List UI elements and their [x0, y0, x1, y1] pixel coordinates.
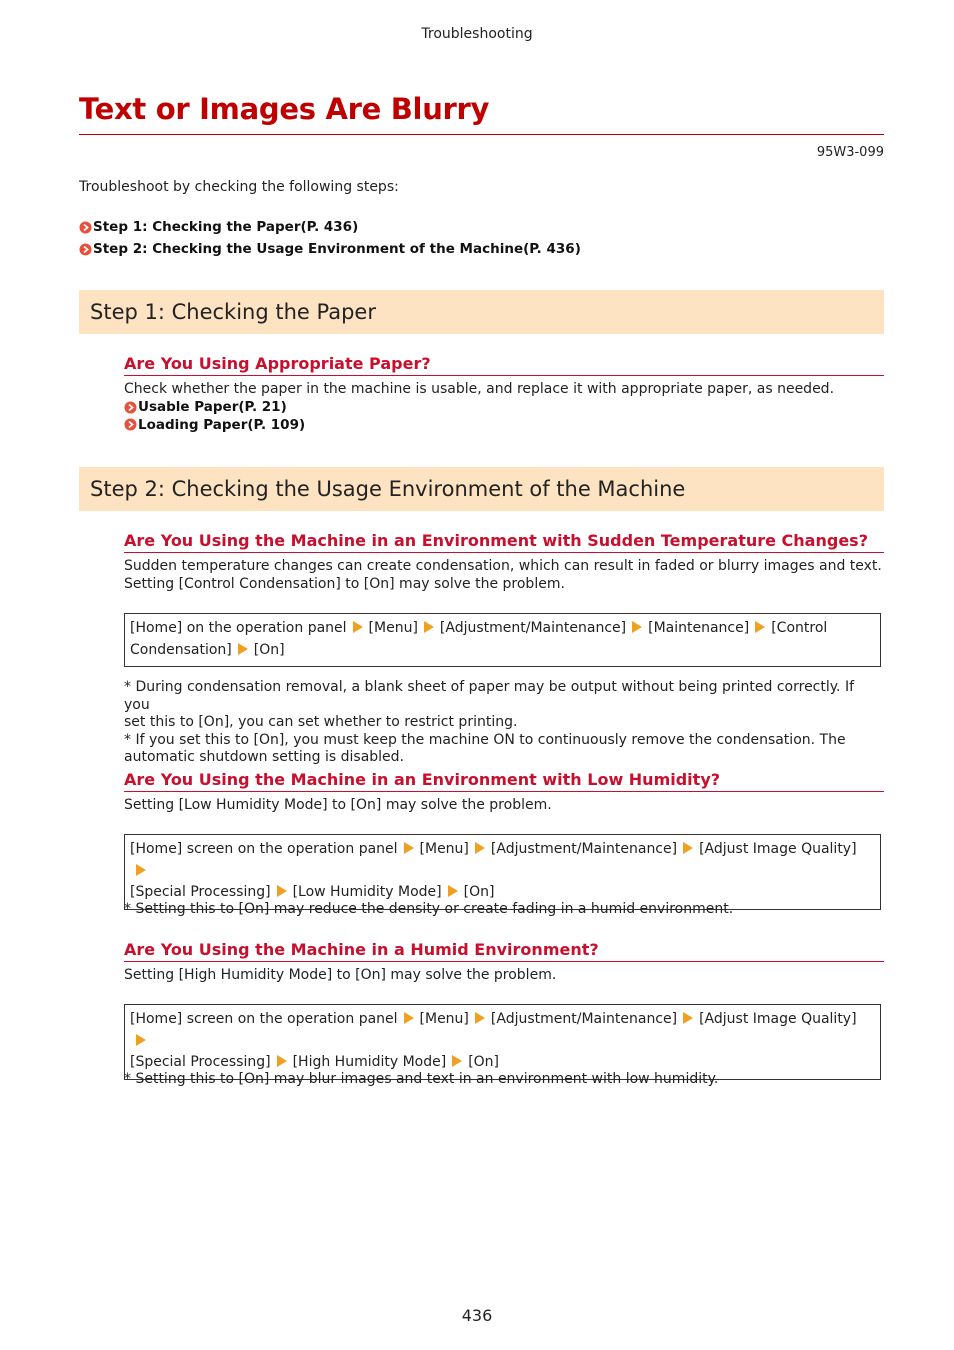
page-number: 436: [461, 1306, 493, 1325]
title-divider: [79, 134, 884, 135]
step2-band: [79, 467, 884, 511]
step1-subsection: [124, 353, 884, 434]
link-label: Usable Paper(P. 21): [138, 399, 287, 416]
path-arrow-icon: [238, 643, 248, 655]
low-humidity-subsection: [124, 769, 884, 815]
path-arrow-icon: [136, 864, 146, 876]
link-step1[interactable]: [79, 216, 581, 238]
link-arrow-icon: [124, 418, 137, 431]
subsection-heading: Are You Using Appropriate Paper?: [124, 353, 884, 376]
path-arrow-icon: [424, 621, 434, 633]
path-arrow-icon: [755, 621, 765, 633]
path-arrow-icon: [632, 621, 642, 633]
path-arrow-icon: [475, 842, 485, 854]
subsection-heading: Are You Using the Machine in a Humid Environment?: [124, 939, 884, 962]
path-arrow-icon: [452, 1055, 462, 1067]
path-arrow-icon: [277, 1055, 287, 1067]
path-arrow-icon: [683, 842, 693, 854]
path-arrow-icon: [475, 1012, 485, 1024]
page-title: Text or Images Are Blurry: [79, 92, 490, 126]
link-step2[interactable]: [79, 238, 581, 260]
link-arrow-icon: [79, 221, 92, 234]
link-label: Step 2: Checking the Usage Environment of the Machine(P. 436): [93, 241, 581, 257]
path-arrow-icon: [404, 842, 414, 854]
path-arrow-icon: [404, 1012, 414, 1024]
subsection-text: Setting [Low Humidity Mode] to [On] may solve the problem.: [124, 797, 552, 813]
menu-path-box: [Home] on the operation panel [Menu] [Adjustment/Maintenance] [Maintenance] [Control Condensation] [On]: [124, 613, 881, 667]
menu-path-box: [Home] screen on the operation panel [Menu] [Adjustment/Maintenance] [Adjust Image Quality] [Special Processing] [High Humidity Mode] [On]: [124, 1004, 881, 1080]
running-header: Troubleshooting: [421, 26, 533, 42]
path-arrow-icon: [136, 1034, 146, 1046]
subsection-text: Check whether the paper in the machine is usable, and replace it with appropriate paper, as needed.: [124, 381, 835, 397]
subsection-text: Sudden temperature changes can create condensation, which can result in faded or blurry images and text. Setting [Control Condensation] to [On] may solve the problem.: [124, 558, 882, 592]
path-arrow-icon: [277, 885, 287, 897]
link-arrow-icon: [124, 401, 137, 414]
step-link-list: [79, 216, 581, 260]
step1-heading: Step 1: Checking the Paper: [90, 300, 376, 324]
document-code: 95W3-099: [816, 145, 884, 160]
intro-text: Troubleshoot by checking the following steps:: [79, 179, 399, 195]
link-label: Step 1: Checking the Paper(P. 436): [93, 219, 359, 235]
menu-path-box: [Home] screen on the operation panel [Menu] [Adjustment/Maintenance] [Adjust Image Quality] [Special Processing] [Low Humidity Mode] [On]: [124, 834, 881, 910]
subsection-heading: Are You Using the Machine in an Environment with Low Humidity?: [124, 769, 884, 792]
step1-band: [79, 290, 884, 334]
link-arrow-icon: [79, 243, 92, 256]
path-arrow-icon: [353, 621, 363, 633]
link-label: Loading Paper(P. 109): [138, 416, 306, 433]
note-text: * Setting this to [On] may blur images and text in an environment with low humidity.: [124, 1071, 719, 1087]
path-arrow-icon: [448, 885, 458, 897]
notes-text: * During condensation removal, a blank sheet of paper may be output without being printed correctly. If you set this to [On], you can set whether to restrict printing. * If you set this to [On], you must keep the machine ON to continuously remove the condensation. The automatic shutdown setting is disabled.: [124, 679, 855, 765]
link-loading-paper[interactable]: [124, 416, 884, 434]
temperature-subsection: [124, 530, 884, 593]
humid-subsection: [124, 939, 884, 985]
note-text: * Setting this to [On] may reduce the density or create fading in a humid environment.: [124, 901, 734, 917]
link-usable-paper[interactable]: [124, 399, 884, 417]
subsection-text: Setting [High Humidity Mode] to [On] may solve the problem.: [124, 967, 557, 983]
step2-heading: Step 2: Checking the Usage Environment of the Machine: [90, 477, 686, 501]
path-arrow-icon: [683, 1012, 693, 1024]
subsection-heading: Are You Using the Machine in an Environment with Sudden Temperature Changes?: [124, 530, 884, 553]
